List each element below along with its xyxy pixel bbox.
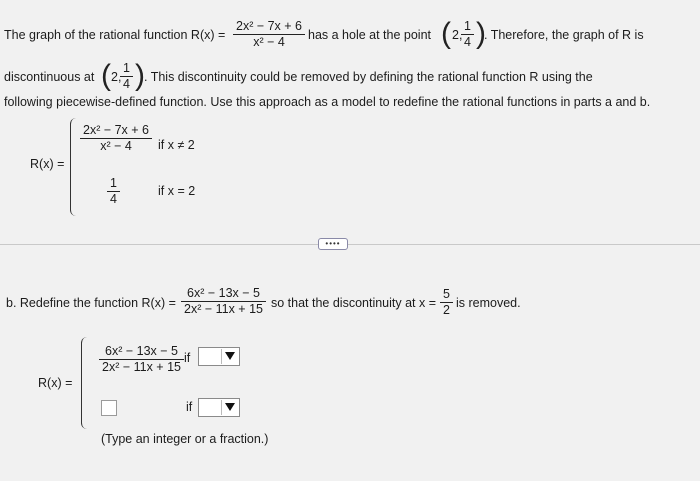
- discontinuity-point-y-numerator: 1: [120, 61, 133, 77]
- part-b-brace: [81, 337, 88, 429]
- example-case1-condition: if x ≠ 2: [158, 138, 195, 152]
- part-b-case1-fraction: [99, 344, 184, 375]
- case1-condition-dropdown[interactable]: [198, 347, 240, 366]
- intro-text-4: discontinuous at: [4, 70, 95, 84]
- section-divider: [0, 244, 700, 245]
- part-b-case1-numerator: 6x² − 13x − 5: [99, 344, 184, 360]
- intro-fraction-numerator: 2x² − 7x + 6: [233, 19, 305, 35]
- discontinuity-point-y-fraction: [120, 61, 133, 92]
- case2-value-input[interactable]: [101, 400, 117, 416]
- example-case1-numerator: 2x² − 7x + 6: [80, 123, 152, 139]
- intro-text-1: The graph of the rational function R(x) =: [4, 28, 226, 42]
- part-b-x-denominator: 2: [443, 303, 450, 317]
- case2-if-label: if: [186, 400, 193, 414]
- part-b-function-denominator: 2x² − 11x + 15: [184, 302, 263, 316]
- part-b-lhs: R(x) =: [38, 376, 73, 390]
- example-case1-fraction: [80, 123, 152, 154]
- part-b-x-fraction: [440, 287, 453, 318]
- expand-more-button[interactable]: ••••: [318, 238, 348, 250]
- intro-text-5: . This discontinuity could be removed by defining the rational function R using the: [144, 70, 593, 84]
- case2-condition-dropdown[interactable]: [198, 398, 240, 417]
- hole-point-y-denominator: 4: [464, 35, 471, 49]
- chevron-down-icon: [225, 352, 235, 360]
- part-b-label: b. Redefine the function R(x) =: [6, 296, 176, 310]
- part-b-x-numerator: 5: [440, 287, 453, 303]
- left-paren-2: (: [101, 59, 111, 92]
- hole-point-x: 2,: [452, 28, 463, 42]
- example-case2-condition: if x = 2: [158, 184, 196, 198]
- discontinuity-point-x: 2,: [111, 70, 122, 84]
- hole-point-y-fraction: [461, 19, 474, 50]
- part-b-function-fraction: [181, 286, 266, 317]
- part-b-function-numerator: 6x² − 13x − 5: [181, 286, 266, 302]
- chevron-down-icon: [225, 403, 235, 411]
- case1-if-label: if: [184, 351, 191, 365]
- part-b-end-text: is removed.: [456, 296, 521, 310]
- hole-point-y-numerator: 1: [461, 19, 474, 35]
- example-case2-numerator: 1: [107, 176, 120, 192]
- intro-fraction: [233, 19, 305, 50]
- example-case2-denominator: 4: [110, 192, 117, 206]
- intro-fraction-denominator: x² − 4: [253, 35, 285, 49]
- intro-text-6: following piecewise-defined function. Use this approach as a model to redefine the rational functions in parts a and b.: [4, 95, 651, 109]
- right-paren: ): [476, 17, 486, 50]
- input-hint: (Type an integer or a fraction.): [101, 432, 269, 446]
- example-brace: [70, 118, 77, 216]
- part-b-mid-text: so that the discontinuity at x =: [271, 296, 437, 310]
- case2-dropdown-separator: [221, 400, 222, 415]
- case1-dropdown-separator: [221, 349, 222, 364]
- example-lhs: R(x) =: [30, 157, 65, 171]
- intro-text-3: . Therefore, the graph of R is: [484, 28, 644, 42]
- intro-text-2: has a hole at the point: [308, 28, 432, 42]
- discontinuity-point-y-denominator: 4: [123, 77, 130, 91]
- right-paren-2: ): [135, 59, 145, 92]
- example-case2-fraction: [107, 176, 120, 207]
- left-paren: (: [441, 17, 451, 50]
- example-case1-denominator: x² − 4: [100, 139, 132, 153]
- part-b-case1-denominator: 2x² − 11x + 15: [102, 360, 181, 374]
